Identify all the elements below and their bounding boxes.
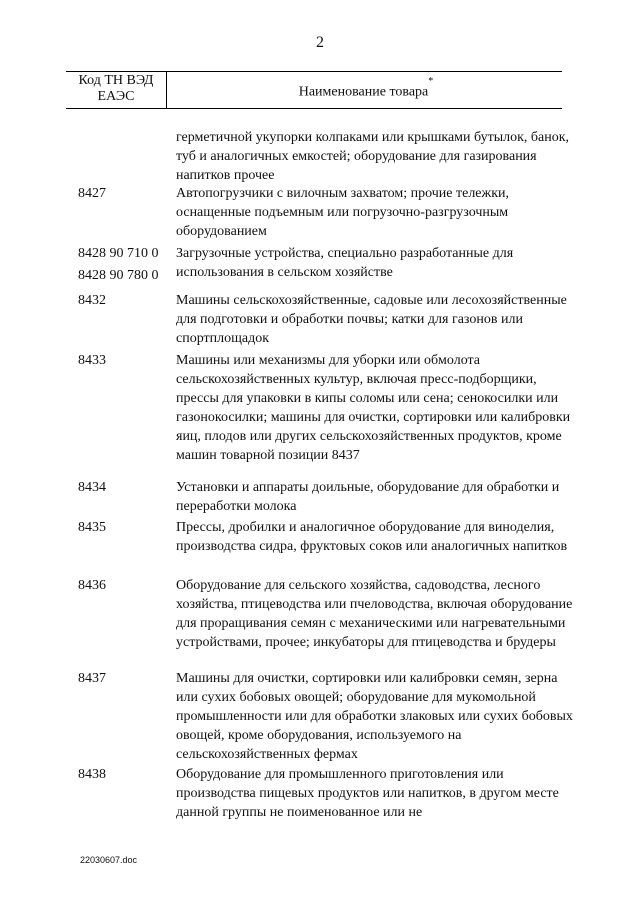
header-name-label: Наименование товара [298,84,429,100]
row-description: Машины или механизмы для уборки или обмолота сельскохозяйственных культур, включая пресс-подборщики, прессы для упаковки в кипы соломы или сена; сенокосилки или газонокосилки; машины для очистки, сортировки или калибровки яиц, плодов или других сельскохозяйственных продуктов, кроме машин товарной позиции 8437 [176,353,571,463]
document-filename: 22030607.doc [80,855,138,865]
table-header-bottom-rule [66,108,562,109]
row-code: 8427 [78,186,106,201]
row-code: 8433 [78,353,106,368]
row-description: Установки и аппараты доильные, оборудование для обработки и переработки молока [176,480,560,514]
header-code-line1: Код ТН ВЭД [78,73,154,88]
row-code: 8434 [78,480,106,495]
row-description: Прессы, дробилки и аналогичное оборудование для виноделия, производства сидра, фруктовых соков или аналогичных напитков [176,520,568,554]
header-code-column [66,73,166,105]
row-code: 8436 [78,578,106,593]
row-code: 8438 [78,767,106,782]
row-description: Оборудование для промышленного приготовления или производства пищевых продуктов или напитков, в другом месте данной группы не поименованное или не [176,767,559,820]
row-description: Загрузочные устройства, специально разработанные для использования в сельском хозяйстве [176,246,514,280]
row-description: герметичной укупорки колпаками или крышками бутылок, банок, туб и аналогичных емкостей; оборудование для газирования напитков прочее [176,130,570,183]
row-code-secondary: 8428 90 780 0 [78,268,159,283]
row-description: Автопогрузчики с вилочным захватом; прочие тележки, оснащенные подъемным или погрузочно-разгрузочным оборудованием [176,186,509,239]
row-code: 8437 [78,671,106,686]
page-number: 2 [316,34,324,51]
row-description: Машины сельскохозяйственные, садовые или лесохозяйственные для подготовки и обработки почвы; катки для газонов или спортплощадок [176,293,567,346]
row-code: 8435 [78,520,106,535]
header-divider [166,71,167,108]
row-code: 8432 [78,293,106,308]
header-code-line2: ЕАЭС [97,89,135,104]
row-code: 8428 90 710 0 [78,246,159,261]
table-top-rule [66,71,562,72]
row-description: Машины для очистки, сортировки или калибровки семян, зерна или сухих бобовых овощей; оборудование для мукомольной промышленности или для обработки злаковых или сухих бобовых овощей, кроме оборудования, используемого на сельскохозяйственных фермах [176,671,573,762]
row-description: Оборудование для сельского хозяйства, садоводства, лесного хозяйства, птицеводства или пчеловодства, включая оборудование для проращивания семян с механическими или нагревательными устройствами, прочее; инкубаторы для птицеводства и брудеры [176,578,573,650]
footnote-mark: * [428,76,434,87]
header-name-column [170,76,562,101]
